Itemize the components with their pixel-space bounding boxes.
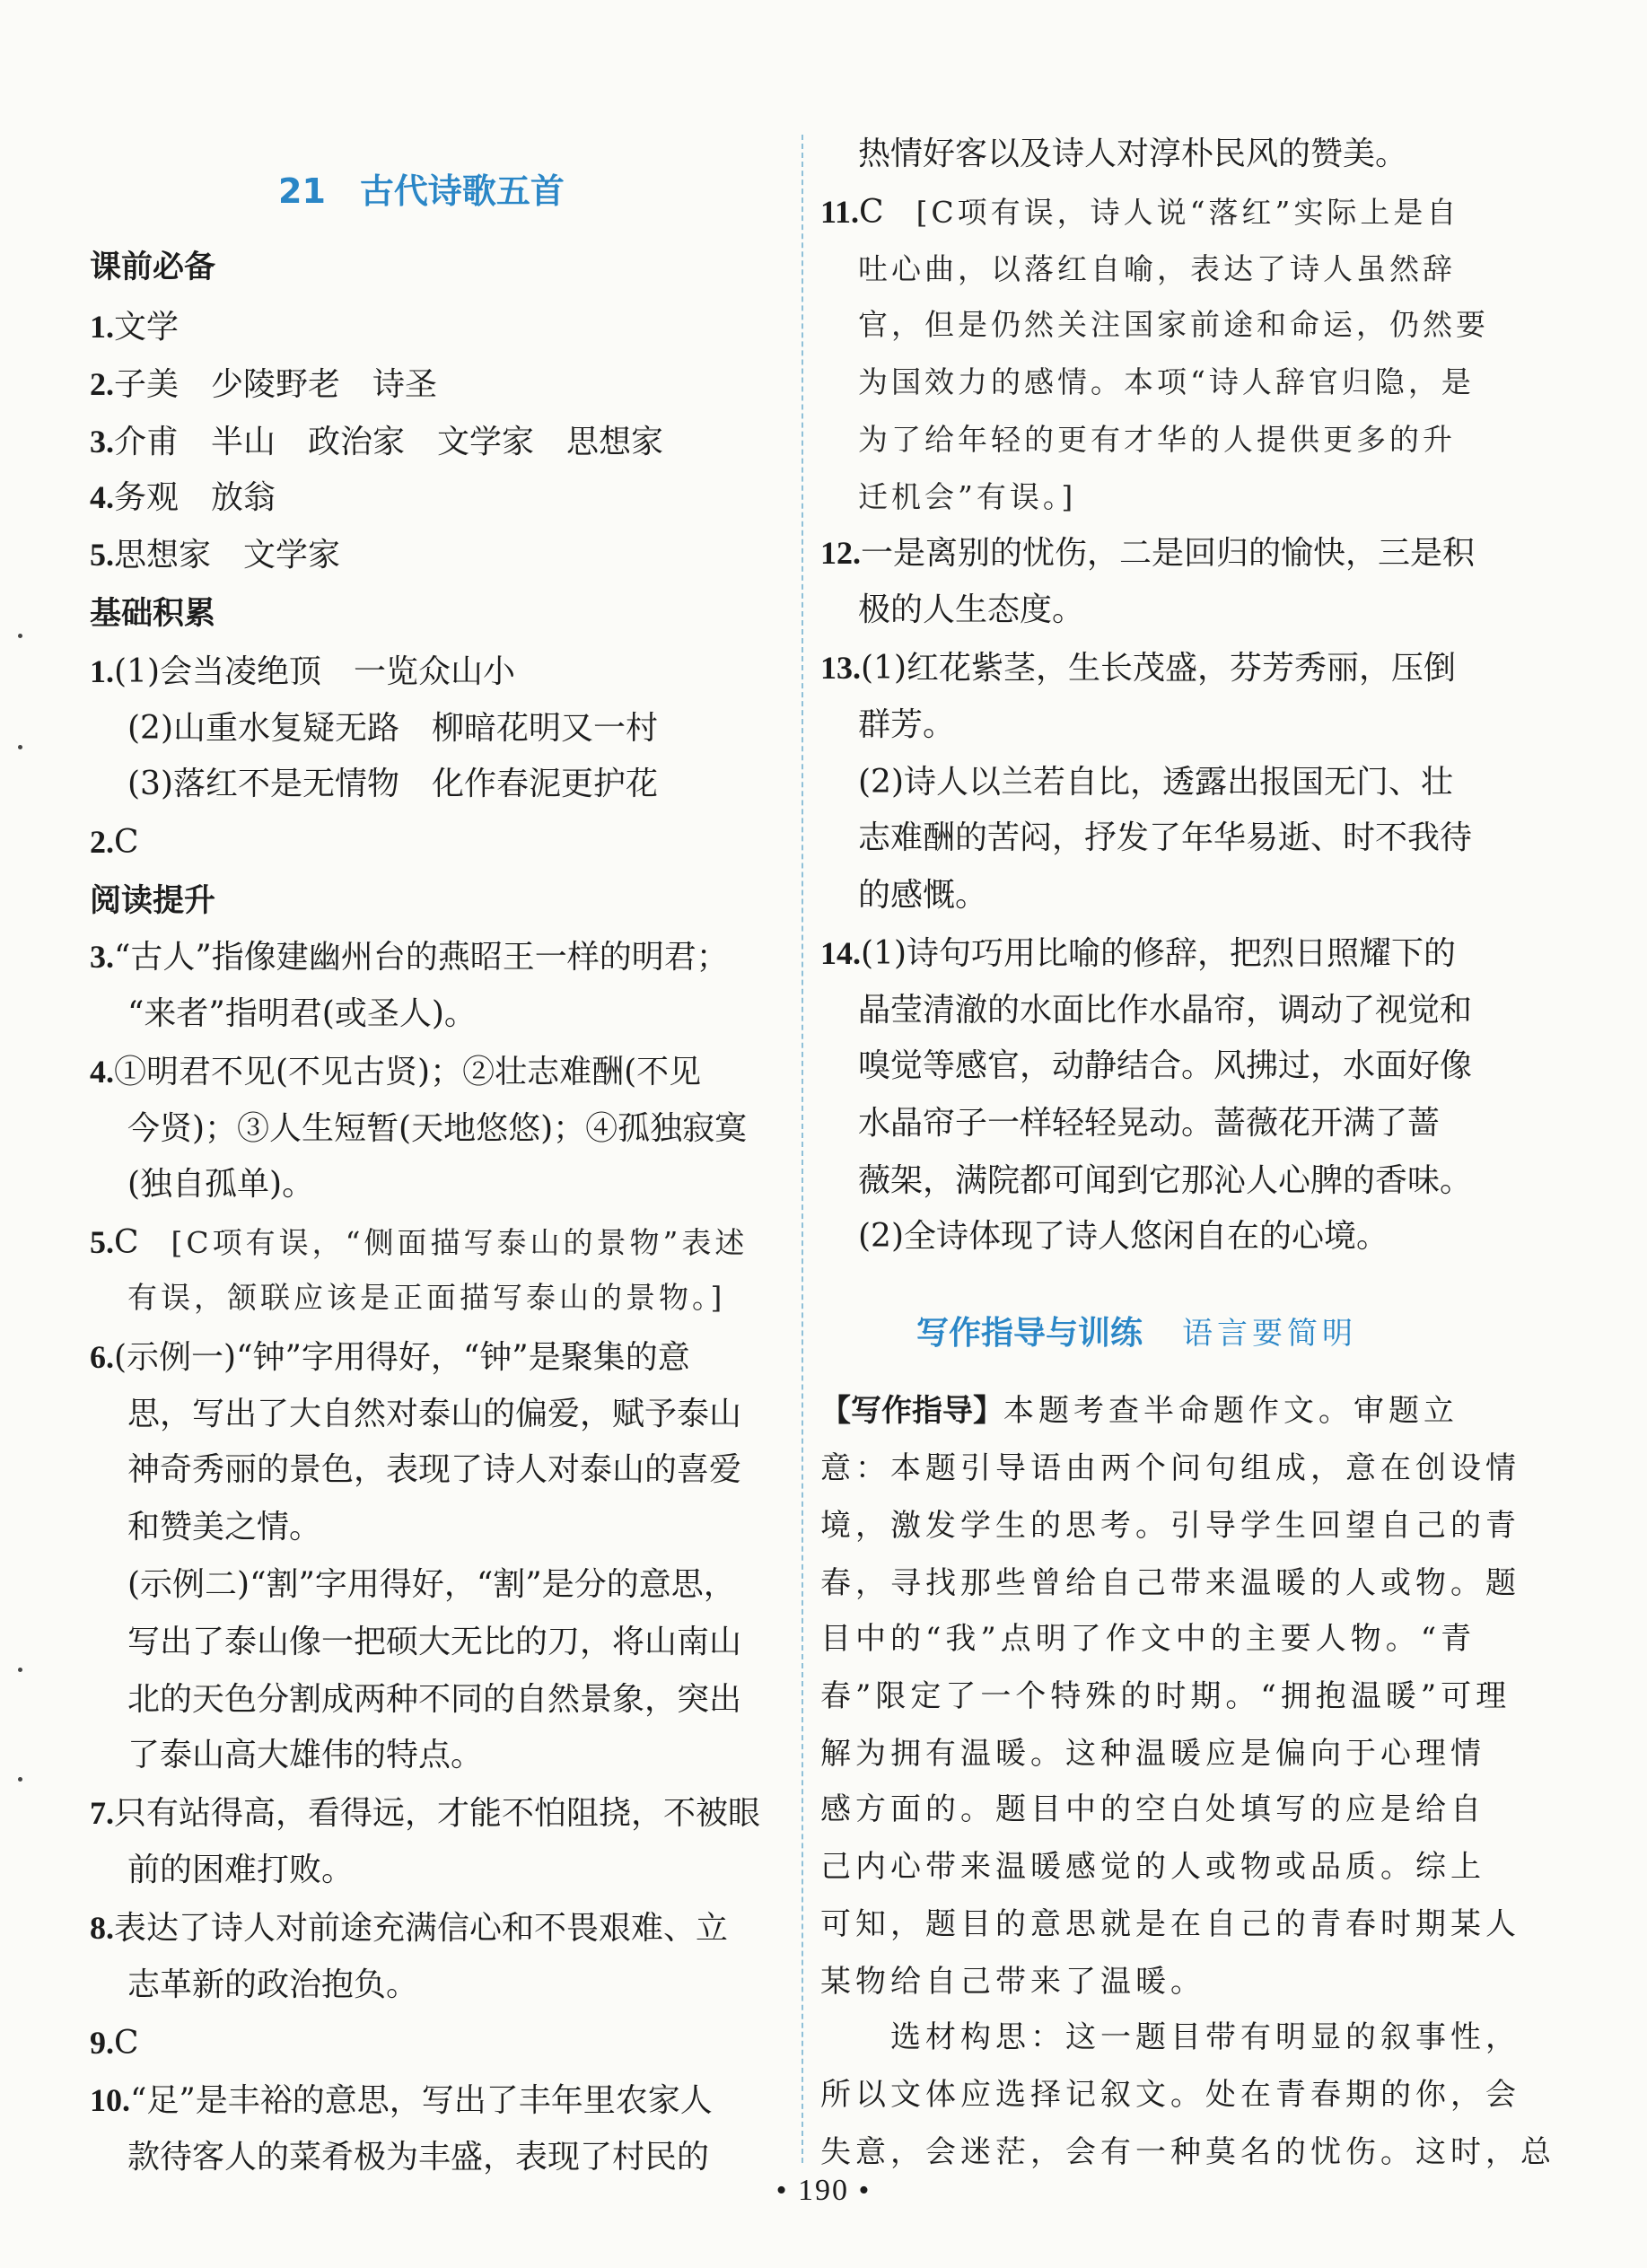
- writing-text: 失意，会迷茫，会有一种莫名的忧伤。这时，总: [820, 2134, 1555, 2170]
- answer-line: [90, 1908, 728, 1948]
- answer-line: [858, 305, 1489, 345]
- answer-line: [127, 1736, 483, 1775]
- answer-text: (示例二)“割”字用得好，“割”是分的意思，: [127, 1566, 736, 1603]
- question-number: 8.: [90, 1910, 114, 1946]
- answer-line: [858, 135, 1407, 174]
- writing-text: 某物给自己带来了温暖。: [820, 1964, 1205, 2000]
- writing-text: 春，寻找那些曾给自己带来温暖的人或物。题: [820, 1565, 1520, 1601]
- answer-line: [90, 1222, 748, 1262]
- answer-text: (独自孤单)。: [127, 1166, 315, 1203]
- answer-text: 表达了诗人对前途充满信心和不畏艰难、立: [114, 1910, 729, 1947]
- answer-text: 水晶帘子一样轻轻晃动。蔷薇花开满了蔷: [858, 1105, 1441, 1142]
- answer-explanation: 为国效力的感情。本项“诗人辞官归隐，是: [858, 364, 1475, 399]
- answer-text: 写出了泰山像一把硕大无比的刀，将山南山: [127, 1624, 742, 1660]
- answer-text: 群芳。: [858, 706, 956, 743]
- question-number: 1.: [90, 653, 114, 689]
- answer-text: 一是离别的忧伤，二是回归的愉快，三是积: [861, 535, 1476, 572]
- question-number: 4.: [90, 1054, 114, 1090]
- answer-line: [90, 535, 340, 574]
- answer-line: [858, 1046, 1472, 1086]
- writing-line: [820, 1790, 1485, 1829]
- margin-dot: [18, 1777, 22, 1782]
- answer-text: “古人”指像建幽州台的燕昭王一样的明君；: [114, 939, 729, 976]
- answer-text: (示例一)“钟”字用得好，“钟”是聚集的意: [114, 1339, 690, 1376]
- answer-line: [820, 933, 1456, 973]
- answer-text: (1)红花紫茎，生长茂盛，芬芳秀丽，压倒: [861, 650, 1456, 687]
- writing-title: 写作指导与训练: [916, 1315, 1143, 1352]
- answer-line: [127, 765, 658, 804]
- answer-explanation: [C项有误，诗人说“落红”实际上是自: [915, 195, 1460, 230]
- answer-line: [127, 1395, 741, 1434]
- writing-text: 春”限定了一个特殊的时期。“拥抱温暖”可理: [820, 1678, 1511, 1714]
- writing-text: 目中的“我”点明了作文中的主要人物。“青: [820, 1621, 1476, 1657]
- answer-line: [90, 652, 515, 691]
- answer-text: 北的天色分割成两种不同的自然景象，突出: [127, 1681, 742, 1718]
- writing-line: [820, 1962, 1205, 2001]
- question-number: 9.: [90, 2025, 114, 2061]
- answer-line: [820, 533, 1475, 573]
- column-divider: [802, 135, 803, 2163]
- answer-text: (3)落红不是无情物 化作春泥更护花: [127, 766, 658, 802]
- answer-text: 了泰山高大雄伟的特点。: [127, 1737, 484, 1773]
- answer-line: [858, 1217, 1389, 1257]
- section-heading-reading: 阅读提升: [90, 883, 216, 919]
- answer-line: [90, 822, 139, 862]
- writing-line: [820, 2132, 1555, 2172]
- answer-explanation: 吐心曲，以落红自喻，表达了诗人虽然辞: [858, 251, 1456, 286]
- answer-text: ①明君不见(不见古贤)；②壮志难酬(不见: [114, 1054, 702, 1090]
- writing-text: 所以文体应选择记叙文。处在青春期的你，会: [820, 2077, 1520, 2113]
- answer-text: 热情好客以及诗人对淳朴民风的赞美。: [858, 136, 1408, 172]
- answer-text: (1)会当凌绝顶 一览众山小: [114, 653, 515, 690]
- answer-line: [90, 477, 276, 517]
- answer-text: 款待客人的菜肴极为丰盛，表现了村民的: [127, 2139, 710, 2176]
- answer-explanation: 迁机会”有误。]: [858, 479, 1077, 514]
- writing-line: [890, 2018, 1520, 2057]
- answer-text: 前的困难打败。: [127, 1852, 355, 1888]
- margin-dot: [18, 1668, 22, 1672]
- answer-line: [127, 1565, 736, 1605]
- question-number: 10.: [90, 2082, 130, 2118]
- answer-line: [127, 709, 658, 749]
- lesson-title-text: 古代诗歌五首: [359, 171, 565, 211]
- writing-line: [820, 1905, 1520, 1944]
- margin-dot: [18, 745, 22, 749]
- answer-text: 的感慨。: [858, 877, 988, 914]
- answer-explanation: 为了给年轻的更有才华的人提供更多的升: [858, 422, 1456, 457]
- answer-line: [127, 1109, 747, 1149]
- answer-text: (1)诗句巧用比喻的修辞，把烈日照耀下的: [861, 935, 1456, 972]
- writing-line: [820, 2075, 1520, 2115]
- writing-text: 己内心带来温暖感觉的人或物或品质。综上: [820, 1849, 1485, 1885]
- answer-text: “足”是丰裕的意思，写出了丰年里农家人: [130, 2082, 713, 2119]
- answer-text: 薇架，满院都可闻到它那沁人心脾的香味。: [858, 1162, 1473, 1199]
- answer-text: 今贤)；③人生短暂(天地悠悠)；④孤独寂寞: [127, 1110, 748, 1147]
- answer-text: 晶莹清澈的水面比作水晶帘，调动了视觉和: [858, 992, 1473, 1029]
- answer-line: [127, 1165, 314, 1204]
- answer-line: [858, 876, 987, 915]
- answer-text: (2)山重水复疑无路 柳暗花明又一村: [127, 710, 658, 747]
- writing-line: [820, 1563, 1520, 1603]
- answer-text: 思，写出了大自然对泰山的偏爱，赋予泰山: [127, 1396, 742, 1432]
- answer-line: [858, 250, 1456, 289]
- writing-text: 意：本题引导语由两个问句组成，意在创设情: [820, 1450, 1520, 1486]
- question-number: 13.: [820, 650, 861, 686]
- answer-line: [858, 763, 1453, 802]
- answer-text: 极的人生态度。: [858, 591, 1085, 628]
- answer-text: 志难酬的苦闷，抒发了年华易逝、时不我待: [858, 819, 1473, 856]
- question-number: 2.: [90, 824, 114, 860]
- answer-text: C: [859, 194, 916, 231]
- answer-line: [127, 1508, 321, 1547]
- answer-text: (2)全诗体现了诗人悠闲自在的心境。: [858, 1218, 1389, 1255]
- question-number: 11.: [820, 194, 860, 230]
- writing-line: [820, 1734, 1485, 1773]
- writing-section-title: [916, 1308, 1357, 1353]
- answer-line: [90, 1793, 760, 1833]
- answer-text: C: [114, 1224, 171, 1261]
- writing-text: 感方面的。题目中的空白处填写的应是给自: [820, 1791, 1485, 1827]
- answer-text: 嗅觉等感官，动静结合。风拂过，水面好像: [858, 1047, 1473, 1084]
- question-number: 14.: [820, 935, 861, 971]
- question-number: 6.: [90, 1339, 114, 1375]
- question-number: 4.: [90, 479, 114, 515]
- writing-line: [820, 1847, 1485, 1887]
- writing-line: [820, 1677, 1511, 1716]
- writing-line: [820, 1506, 1520, 1546]
- writing-line: [820, 1449, 1520, 1488]
- answer-line: [127, 1623, 741, 1662]
- question-number: 2.: [90, 366, 114, 402]
- question-number: 5.: [90, 537, 114, 573]
- answer-line: [820, 648, 1456, 687]
- writing-text: 可知，题目的意思就是在自己的青春时期某人: [820, 1906, 1520, 1942]
- writing-subtitle: 语言要简明: [1182, 1316, 1358, 1352]
- answer-text: C: [114, 824, 139, 861]
- question-number: 1.: [90, 309, 114, 345]
- answer-text: 和赞美之情。: [127, 1509, 322, 1546]
- section-heading-basics: 基础积累: [90, 596, 216, 632]
- answer-line: [858, 1104, 1440, 1143]
- margin-dot: [18, 634, 22, 638]
- answer-text: 介甫 半山 政治家 文学家 思想家: [114, 424, 664, 460]
- answer-text: “来者”指明君(或圣人)。: [127, 995, 477, 1032]
- answer-text: 志革新的政治抱负。: [127, 1966, 419, 2003]
- answer-explanation: 有误，颔联应该是正面描写泰山的景物。]: [127, 1280, 726, 1315]
- answer-explanation: 官，但是仍然关注国家前途和命运，仍然要: [858, 307, 1489, 342]
- answer-line: [858, 819, 1472, 858]
- answer-line: [90, 2023, 139, 2062]
- lesson-number: 21: [278, 171, 326, 211]
- answer-text: 务观 放翁: [114, 479, 276, 516]
- answer-line: [858, 1161, 1472, 1201]
- answer-line: [127, 994, 477, 1034]
- answer-line: [90, 1052, 701, 1091]
- answer-text: 思想家 文学家: [114, 537, 341, 574]
- writing-text: 解为拥有温暖。这种温暖应是偏向于心理情: [820, 1736, 1485, 1772]
- writing-text: 境，激发学生的思考。引导学生回望自己的青: [820, 1508, 1520, 1544]
- question-number: 3.: [90, 424, 114, 460]
- answer-line: [858, 363, 1475, 402]
- answer-line: [90, 364, 437, 404]
- answer-line: [127, 1851, 354, 1890]
- answer-line: [90, 422, 663, 461]
- answer-line: [127, 1450, 741, 1490]
- answer-line: [858, 420, 1456, 460]
- writing-text: 本题考查半命题作文。审题立: [1003, 1393, 1459, 1429]
- answer-line: [858, 705, 955, 745]
- answer-text: 文学: [114, 309, 180, 346]
- section-heading-preclass: 课前必备: [90, 250, 216, 285]
- writing-text: 选材构思：这一题目带有明显的叙事性，: [890, 2019, 1520, 2055]
- writing-line: [820, 1619, 1476, 1659]
- answer-text: 子美 少陵野老 诗圣: [114, 366, 438, 403]
- answer-line: [90, 2080, 713, 2120]
- question-number: 3.: [90, 939, 114, 975]
- answer-explanation: [C项有误，“侧面描写泰山的景物”表述: [171, 1225, 749, 1260]
- lesson-title: [278, 163, 565, 213]
- answer-line: [90, 307, 179, 346]
- answer-line: [127, 1278, 725, 1318]
- answer-text: (2)诗人以兰若自比，透露出报国无门、壮: [858, 764, 1453, 801]
- question-number: 12.: [820, 535, 861, 571]
- answer-line: [858, 477, 1076, 517]
- answer-line: [90, 1337, 690, 1377]
- answer-line: [858, 991, 1472, 1030]
- page-number: • 190 •: [775, 2174, 872, 2207]
- writing-line: [820, 1391, 1459, 1431]
- answer-text: 只有站得高，看得远，才能不怕阻挠，不被眼: [114, 1795, 761, 1832]
- answer-line: [127, 1966, 418, 2005]
- question-number: 5.: [90, 1224, 114, 1260]
- answer-line: [858, 591, 1084, 630]
- answer-text: 神奇秀丽的景色，表现了诗人对泰山的喜爱: [127, 1451, 742, 1488]
- writing-guidance-tag: 【写作指导】: [820, 1393, 1003, 1429]
- answer-line: [127, 2138, 709, 2177]
- answer-line: [127, 1680, 741, 1720]
- question-number: 7.: [90, 1795, 114, 1831]
- answer-line: [820, 192, 1459, 232]
- answer-text: C: [114, 2025, 139, 2062]
- answer-line: [90, 937, 729, 976]
